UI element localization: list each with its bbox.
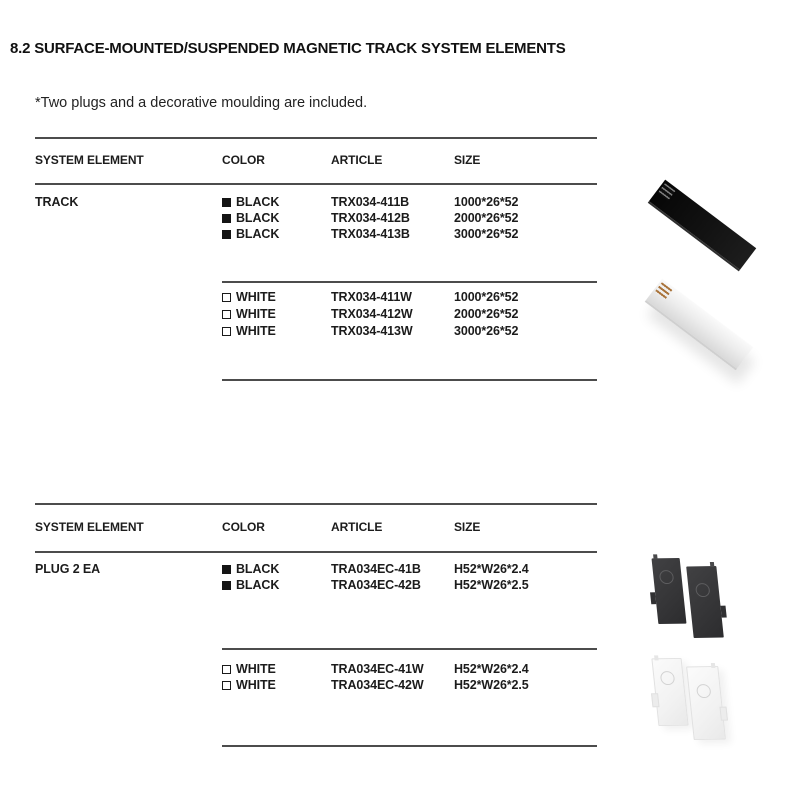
plug-tab <box>720 606 726 618</box>
table-header-row <box>35 153 597 167</box>
track-profile <box>648 180 756 272</box>
article-value: TRA034EC-41B <box>331 562 421 576</box>
color-value: WHITE <box>236 662 276 676</box>
plug-pin <box>711 663 716 668</box>
color-value: BLACK <box>236 578 280 592</box>
plug-tab <box>650 592 656 604</box>
size-value: 3000*26*52 <box>454 227 519 241</box>
plug-plate <box>651 658 688 726</box>
color-value: WHITE <box>236 307 276 321</box>
header-color: COLOR <box>222 153 265 167</box>
table-row <box>222 578 529 592</box>
table-row <box>222 562 529 576</box>
table-rule-top <box>35 503 597 505</box>
header-system-element: SYSTEM ELEMENT <box>35 520 144 534</box>
table-rule-header <box>35 551 597 553</box>
header-article: ARTICLE <box>331 520 383 534</box>
color-value: BLACK <box>236 562 280 576</box>
white-swatch-icon <box>222 293 231 302</box>
white-plugs-image <box>650 652 740 752</box>
plug-hole <box>659 570 675 584</box>
table-row <box>222 307 518 321</box>
article-value: TRX034-412B <box>331 211 410 225</box>
table-rule-bottom <box>222 379 597 381</box>
table-row <box>222 211 518 225</box>
plug-hole <box>696 684 712 698</box>
color-value: WHITE <box>236 324 276 338</box>
plug-pin <box>710 562 715 567</box>
size-value: 2000*26*52 <box>454 307 519 321</box>
table-rule-divider <box>222 281 597 283</box>
header-color: COLOR <box>222 520 265 534</box>
page-title: 8.2 SURFACE-MOUNTED/SUSPENDED MAGNETIC TRACK SYSTEM ELEMENTS <box>10 40 566 57</box>
article-value: TRX034-413B <box>331 227 410 241</box>
track-spec-table <box>35 137 597 383</box>
header-size: SIZE <box>454 520 481 534</box>
article-value: TRA034EC-42W <box>331 678 424 692</box>
size-value: 1000*26*52 <box>454 195 519 209</box>
plug-hole <box>660 671 676 685</box>
header-size: SIZE <box>454 153 481 167</box>
table-row <box>222 678 529 692</box>
size-value: 2000*26*52 <box>454 211 519 225</box>
table-rule-bottom <box>222 745 597 747</box>
black-track-image <box>645 183 760 283</box>
article-value: TRX034-411B <box>331 195 410 209</box>
system-element-label: TRACK <box>35 195 79 209</box>
plug-plate <box>686 666 726 740</box>
white-swatch-icon <box>222 681 231 690</box>
size-value: H52*W26*2.4 <box>454 662 529 676</box>
size-value: H52*W26*2.5 <box>454 678 529 692</box>
track-endcap <box>658 183 676 200</box>
black-plugs-image <box>650 552 740 652</box>
color-value: BLACK <box>236 195 280 209</box>
black-swatch-icon <box>222 565 231 574</box>
plug-plate <box>651 558 686 624</box>
plug-pin <box>654 655 659 660</box>
black-swatch-icon <box>222 214 231 223</box>
table-rule-divider <box>222 648 597 650</box>
table-rule-top <box>35 137 597 139</box>
white-track-image <box>642 282 757 382</box>
article-value: TRA034EC-42B <box>331 578 421 592</box>
article-value: TRA034EC-41W <box>331 662 424 676</box>
size-value: 1000*26*52 <box>454 290 519 304</box>
article-value: TRX034-413W <box>331 324 413 338</box>
table-row <box>222 195 518 209</box>
table-rule-header <box>35 183 597 185</box>
plug-tab <box>651 693 659 707</box>
table-row <box>222 227 518 241</box>
white-swatch-icon <box>222 665 231 674</box>
black-swatch-icon <box>222 230 231 239</box>
header-article: ARTICLE <box>331 153 383 167</box>
table-header-row <box>35 520 597 534</box>
track-profile <box>645 279 753 371</box>
black-swatch-icon <box>222 198 231 207</box>
plug-tab <box>719 707 727 721</box>
size-value: H52*W26*2.5 <box>454 578 529 592</box>
plug-plate <box>686 566 724 638</box>
article-value: TRX034-412W <box>331 307 413 321</box>
plug-hole <box>695 583 711 597</box>
color-value: WHITE <box>236 678 276 692</box>
color-value: BLACK <box>236 227 280 241</box>
plug-pin <box>653 554 658 559</box>
table-row <box>222 290 518 304</box>
plug-spec-table <box>35 503 597 749</box>
color-value: WHITE <box>236 290 276 304</box>
system-element-label: PLUG 2 EA <box>35 562 101 576</box>
table-row <box>222 324 518 338</box>
white-swatch-icon <box>222 327 231 336</box>
included-note: *Two plugs and a decorative moulding are included. <box>35 95 368 111</box>
color-value: BLACK <box>236 211 280 225</box>
size-value: H52*W26*2.4 <box>454 562 529 576</box>
size-value: 3000*26*52 <box>454 324 519 338</box>
article-value: TRX034-411W <box>331 290 412 304</box>
header-system-element: SYSTEM ELEMENT <box>35 153 144 167</box>
track-endcap <box>655 282 673 299</box>
white-swatch-icon <box>222 310 231 319</box>
table-row <box>222 662 529 676</box>
black-swatch-icon <box>222 581 231 590</box>
